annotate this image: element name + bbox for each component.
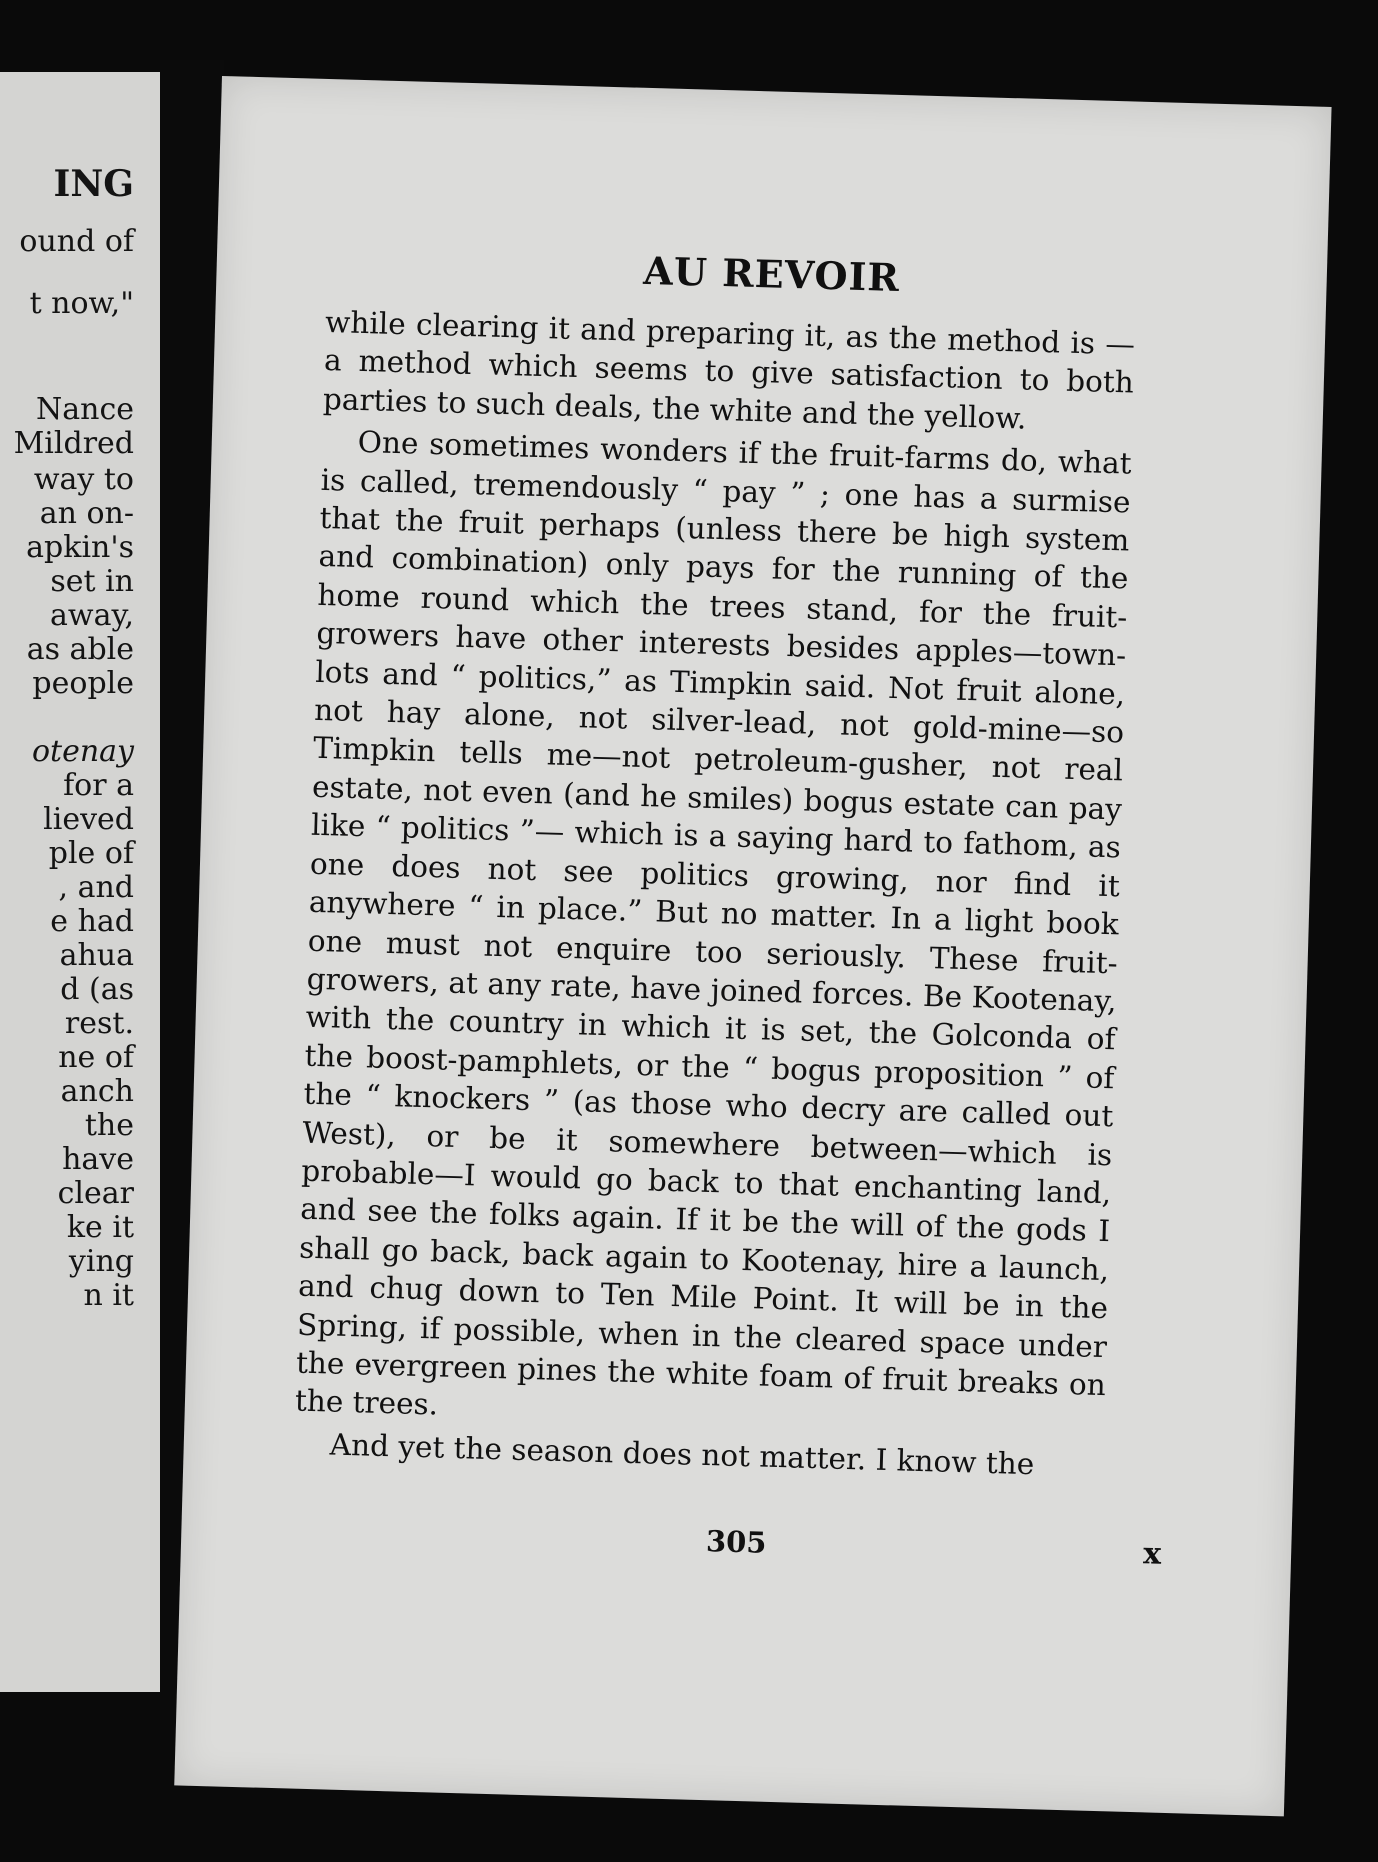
left-page-line: ke it	[66, 1210, 134, 1245]
left-page-line: as able	[26, 632, 134, 667]
left-page-line: apkin's	[26, 530, 134, 565]
left-page-line: Nance	[35, 392, 134, 427]
page-number: 305	[705, 1524, 767, 1560]
left-page-line: ING	[53, 163, 134, 205]
left-page-line: away,	[50, 598, 134, 633]
left-page-line: otenay	[31, 734, 134, 769]
left-page-line: anch	[60, 1074, 134, 1109]
left-page-line: people	[32, 666, 134, 701]
left-page-line: for a	[63, 768, 134, 803]
body-text	[293, 303, 1135, 1485]
left-page-line: way to	[33, 462, 134, 497]
paragraph: And yet the season does not matter. I know the	[329, 1427, 1035, 1481]
left-page-line: an on-	[39, 496, 134, 531]
left-page-line: the	[84, 1108, 134, 1143]
left-page-line: d (as	[60, 972, 134, 1007]
left-page-line: rest.	[64, 1006, 134, 1041]
left-page-line: t now,"	[29, 286, 134, 321]
left-page-line: ne of	[58, 1040, 134, 1075]
left-page-line: ple of	[48, 836, 134, 871]
signature-mark: x	[1142, 1536, 1162, 1572]
left-page-line: e had	[50, 904, 134, 939]
left-page-line: ound of	[19, 224, 134, 259]
left-page-line: ying	[68, 1244, 134, 1279]
left-page-line: Mildred	[13, 426, 134, 461]
running-head: AU REVOIR	[642, 247, 901, 300]
left-page-line: ahua	[59, 938, 134, 973]
left-page-line: lieved	[43, 802, 134, 837]
left-page-line: clear	[57, 1176, 134, 1211]
book-page	[174, 76, 1331, 1816]
left-page-line: have	[62, 1142, 134, 1177]
paragraph: One sometimes wonders if the fruit-farms do, what is called, tremendously “ pay ” ; one has a surmise that the fruit perhaps (unless there be high system and combination) only pays for the running of the home round which the trees stand, for the fruit-growers have other interests besides apples—town-lots and “ politics,” as Timpkin said. Not fruit alone, not hay alone, not silver-lead, not gold-mine—so Timpkin tells me—not petroleum-gusher, not real estate, not even (and he smiles) bogus estate can pay like “ politics ”— which is a saying hard to fathom, as one does not see politics growing, nor find it anywhere “ in place.” But no matter. In a light book one must not enquire too seriously. These fruit-growers, at any rate, have joined forces. Be Kootenay, with the country in which it is set, the Golconda of the boost-pamphlets, or the “ bogus proposition ” of the “ knockers ” (as those who decry are called out West), or be it somewhere between—which is probable—I would go back to that enchanting land, and see the folks again. If it be the will of the gods I shall go back, back again to Kootenay, hire a launch, and chug down to Ten Mile Point. It will be in the Spring, if possible, when in the cleared space under the evergreen pines the white foam of fruit breaks on the trees.	[294, 425, 1133, 1422]
previous-page-fragment	[0, 72, 160, 1692]
left-page-line: n it	[83, 1278, 134, 1313]
paragraph: while clearing it and preparing it, as the method is —a method which seems to give satisfaction to both parties to such deals, the white and the yellow.	[322, 304, 1136, 436]
left-page-line: , and	[58, 870, 134, 905]
left-page-line: set in	[50, 564, 134, 599]
